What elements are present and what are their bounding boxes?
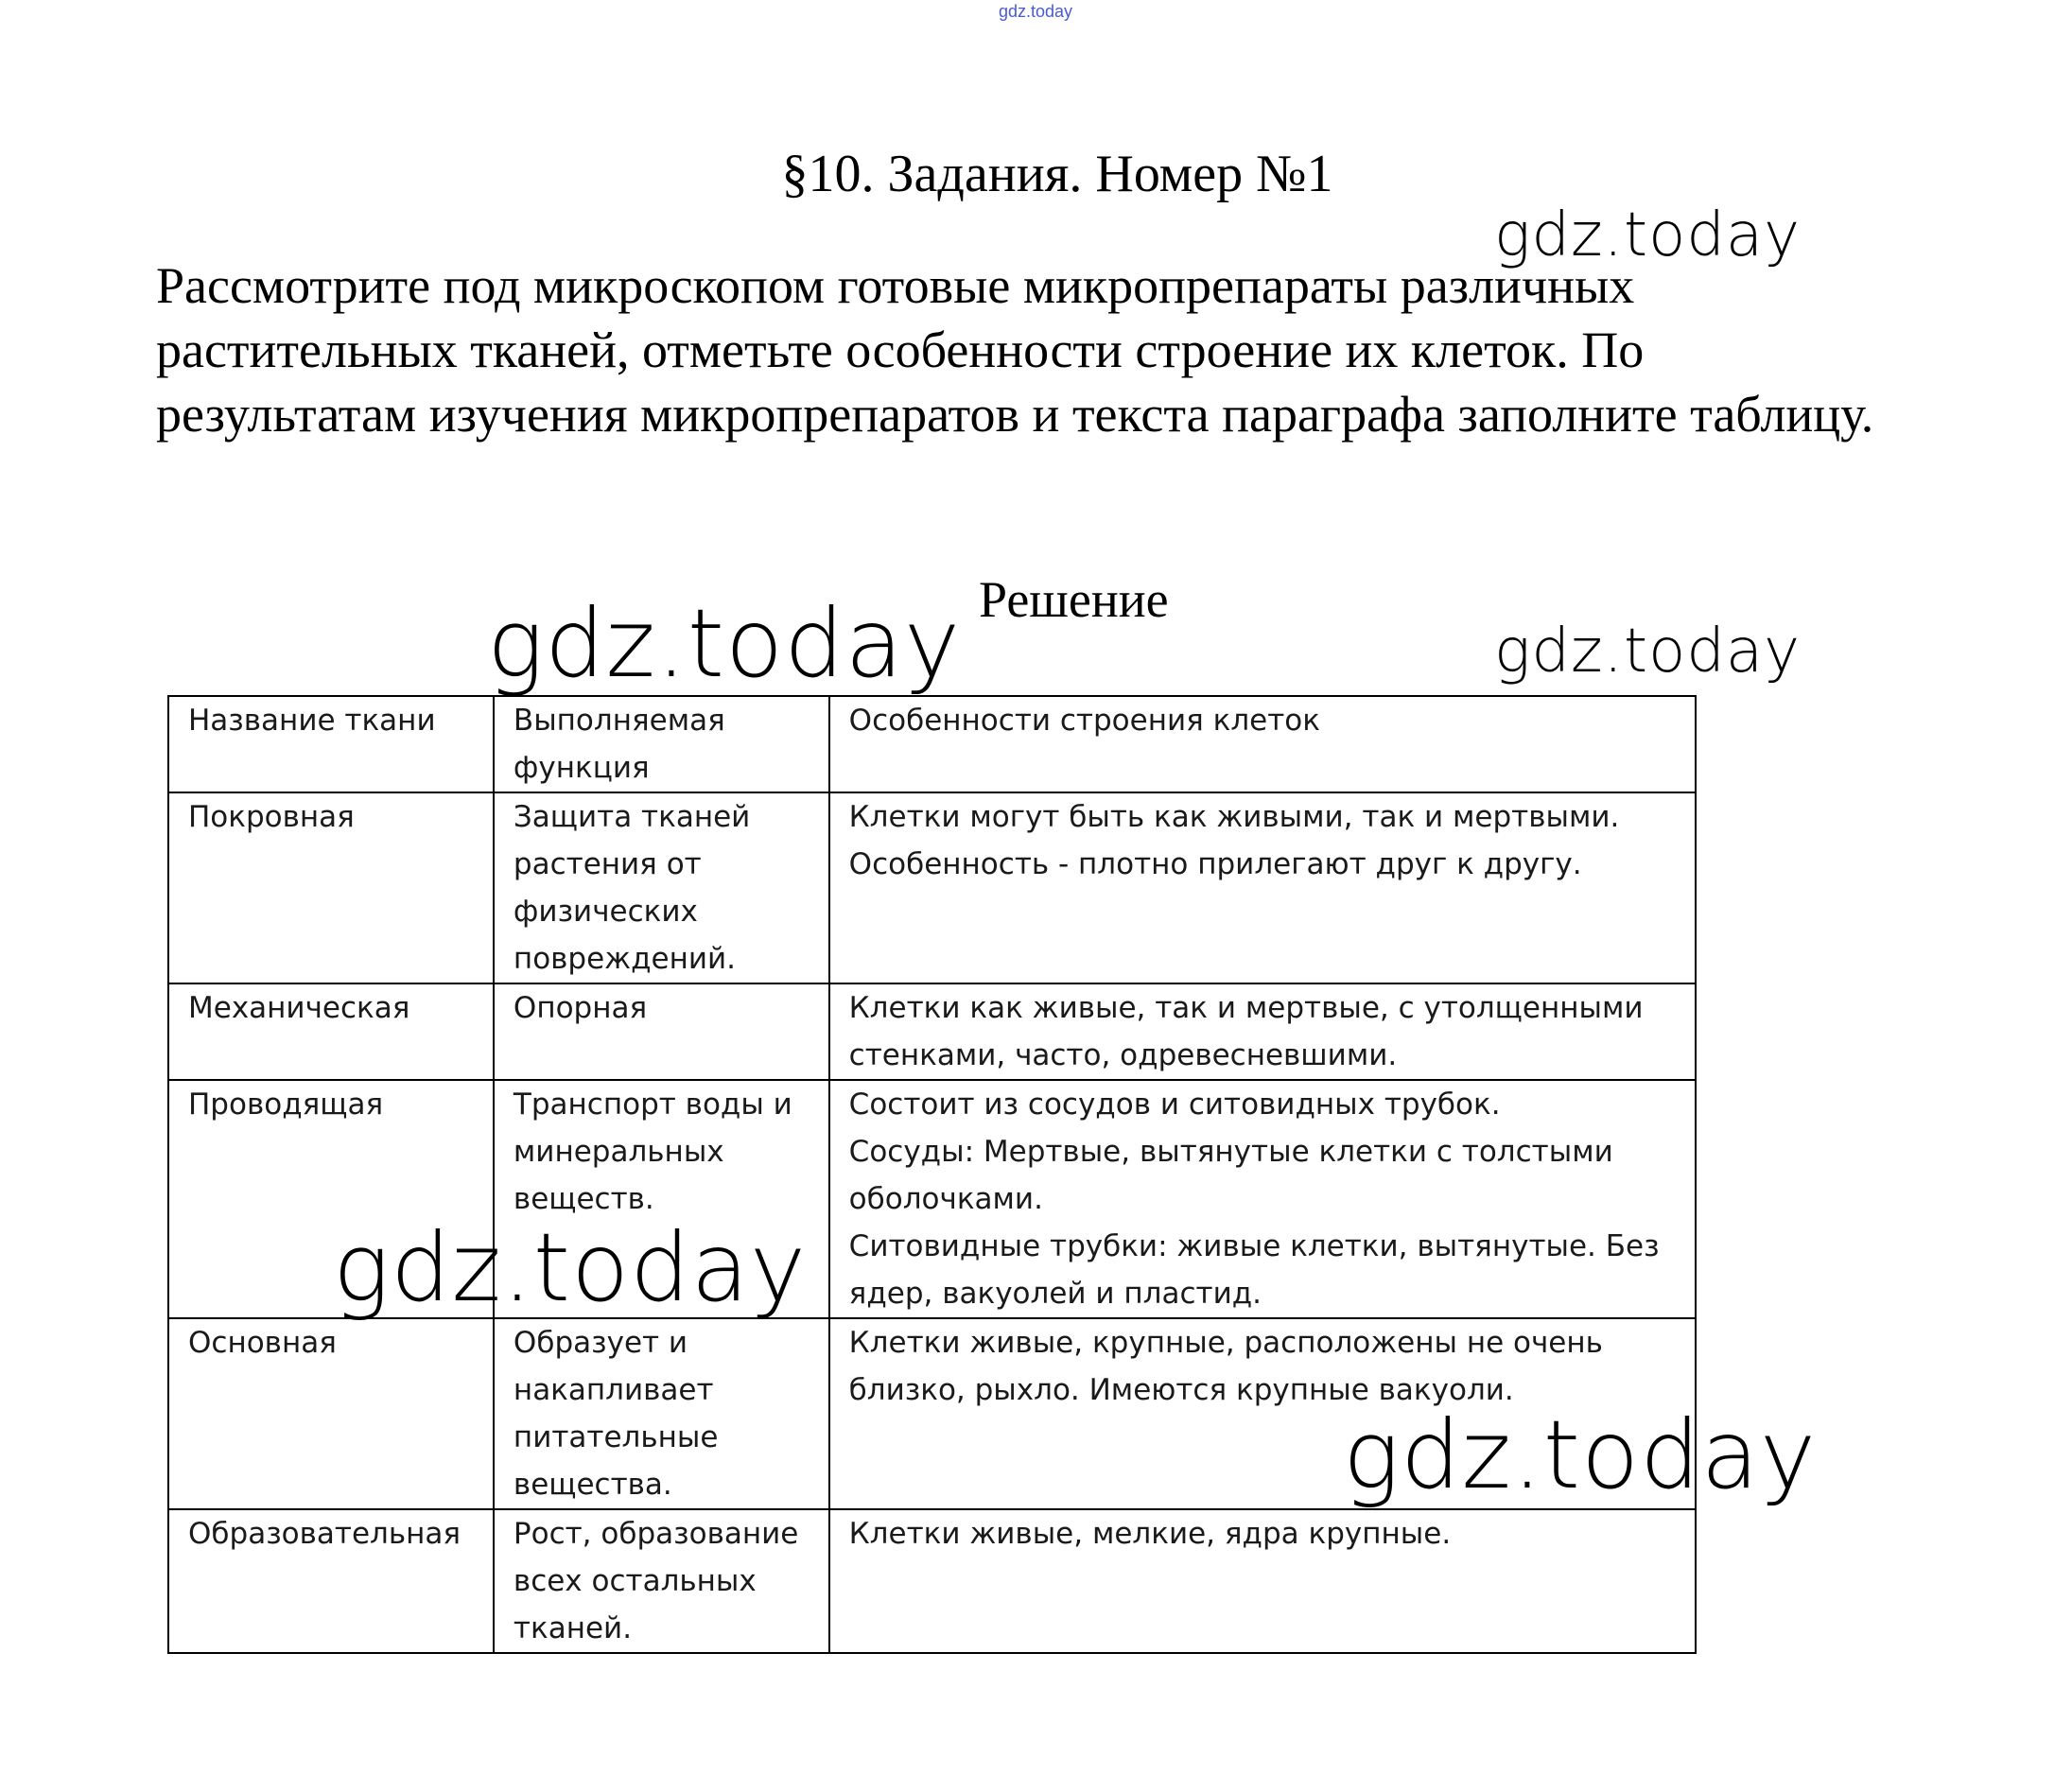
header-cell-features: Особенности строения клеток xyxy=(829,696,1696,792)
top-watermark-link: gdz.today xyxy=(998,2,1073,21)
watermark: gdz.today xyxy=(1343,1400,1818,1510)
task-description: Рассмотрите под микроскопом готовые микропрепараты различных растительных тканей, отметьте особенности строение их клеток. По результатам изучения микропрепаратов и текста параграфа заполните таблицу. xyxy=(156,257,1874,443)
page-title xyxy=(0,142,2072,206)
cell-name: Механическая xyxy=(168,983,494,1080)
cell-features xyxy=(829,1318,1696,1509)
watermark: gdz.today xyxy=(487,588,962,699)
cell-function: Транспорт воды и минеральных веществ. xyxy=(494,1080,829,1318)
watermark: gdz.today xyxy=(1494,617,1801,687)
cell-function: Защита тканей растения от физических повреждений. xyxy=(494,792,829,983)
table-row xyxy=(168,792,1696,983)
tissues-table xyxy=(167,695,1697,1654)
cell-name: Образовательная xyxy=(168,1509,494,1653)
cell-name: Покровная xyxy=(168,792,494,983)
header-cell-name: Название ткани xyxy=(168,696,494,792)
feature-line: Клетки живые, мелкие, ядра крупные. xyxy=(848,1517,1452,1551)
feature-line: Ситовидные трубки: живые клетки, вытянутые. Без ядер, вакуолей и пластид. xyxy=(848,1229,1660,1311)
table-row xyxy=(168,1080,1696,1318)
feature-line: Сосуды: Мертвые, вытянутые клетки с толстыми оболочками. xyxy=(848,1135,1613,1216)
cell-features xyxy=(829,983,1696,1080)
table-header-row xyxy=(168,696,1696,792)
feature-line: Клетки как живые, так и мертвые, с утолщенными стенками, часто, одревесневшими. xyxy=(848,991,1644,1072)
cell-function: Опорная xyxy=(494,983,829,1080)
solution-heading: Решение xyxy=(979,571,1169,628)
cell-features xyxy=(829,1080,1696,1318)
watermark: gdz.today xyxy=(1494,200,1801,270)
feature-line: Особенность - плотно прилегают друг к другу. xyxy=(848,847,1582,881)
page-title-text: §10. Задания. Номер №1 xyxy=(781,145,1333,203)
table-row xyxy=(168,1509,1696,1653)
table-row xyxy=(168,1318,1696,1509)
feature-line: Состоит из сосудов и ситовидных трубок. xyxy=(848,1088,1501,1122)
cell-features xyxy=(829,792,1696,983)
cell-name: Проводящая xyxy=(168,1080,494,1318)
cell-name: Основная xyxy=(168,1318,494,1509)
cell-function: Образует и накапливает питательные вещества. xyxy=(494,1318,829,1509)
feature-line: Клетки живые, крупные, расположены не очень близко, рыхло. Имеются крупные вакуоли. xyxy=(848,1326,1603,1407)
cell-features xyxy=(829,1509,1696,1653)
header-cell-function: Выполняемая функция xyxy=(494,696,829,792)
feature-line: Клетки могут быть как живыми, так и мертвыми. xyxy=(848,800,1620,834)
cell-function: Рост, образование всех остальных тканей. xyxy=(494,1509,829,1653)
table-row xyxy=(168,983,1696,1080)
watermark: gdz.today xyxy=(333,1212,808,1323)
